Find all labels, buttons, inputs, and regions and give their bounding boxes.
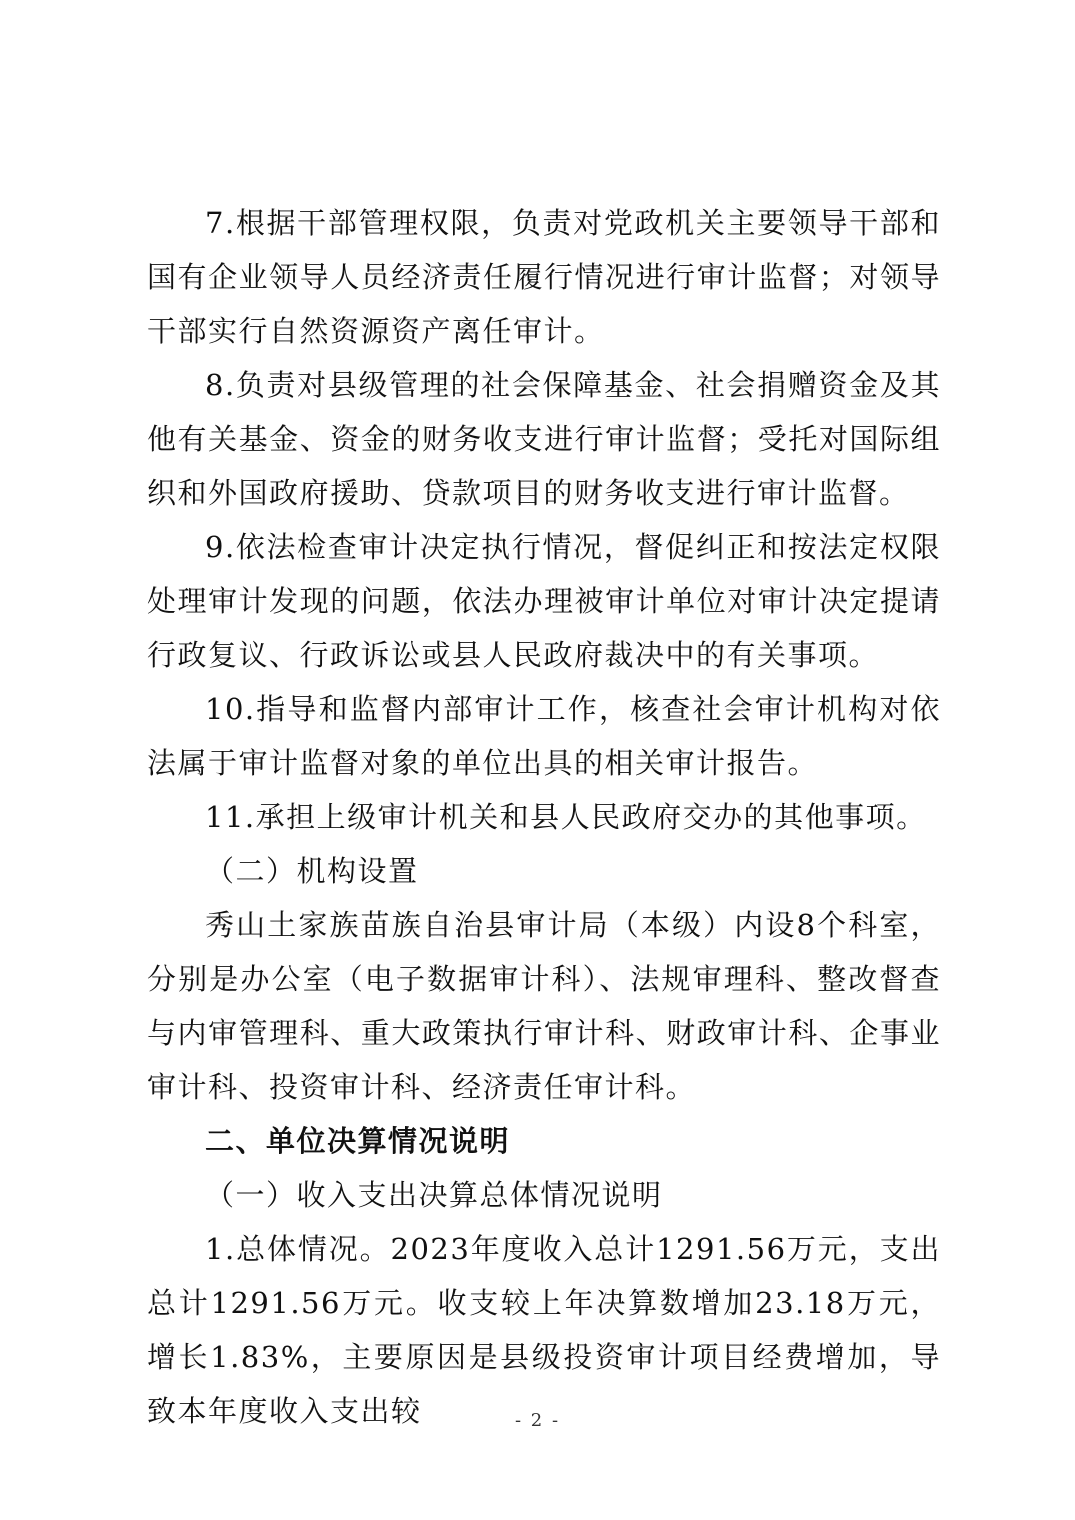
subheading-org-structure: （二）机构设置: [205, 854, 419, 888]
page-number: - 2 -: [514, 1410, 561, 1431]
paragraph-item-11: 11.承担上级审计机关和县人民政府交办的其他事项。: [205, 800, 927, 834]
budget-overview-paragraph: 1.总体情况。2023年度收入总计1291.56万元，支出总计1291.56万元。收支较上年决算数增加23.18万元，增长1.83%，主要原因是县级投资审计项目经费增加，导致本年度收入支出较: [147, 1232, 941, 1428]
subheading-budget-overview: （一）收入支出决算总体情况说明: [205, 1178, 663, 1212]
section-heading: 二、单位决算情况说明: [205, 1124, 511, 1158]
page-body: [147, 196, 941, 1438]
paragraph-item-8: 8.负责对县级管理的社会保障基金、社会捐赠资金及其他有关基金、资金的财务收支进行审计监督；受托对国际组织和外国政府援助、贷款项目的财务收支进行审计监督。: [147, 368, 941, 510]
org-structure-paragraph: 秀山土家族苗族自治县审计局（本级）内设8个科室，分别是办公室（电子数据审计科）、法规审理科、整改督查与内审管理科、重大政策执行审计科、财政审计科、企事业审计科、投资审计科、经济责任审计科。: [147, 908, 941, 1104]
paragraph-item-10: 10.指导和监督内部审计工作，核查社会审计机构对依法属于审计监督对象的单位出具的相关审计报告。: [147, 692, 941, 780]
paragraph-item-7: 7.根据干部管理权限，负责对党政机关主要领导干部和国有企业领导人员经济责任履行情况进行审计监督；对领导干部实行自然资源资产离任审计。: [147, 206, 941, 348]
paragraph-item-9: 9.依法检查审计决定执行情况，督促纠正和按法定权限处理审计发现的问题，依法办理被审计单位对审计决定提请行政复议、行政诉讼或县人民政府裁决中的有关事项。: [147, 530, 941, 672]
